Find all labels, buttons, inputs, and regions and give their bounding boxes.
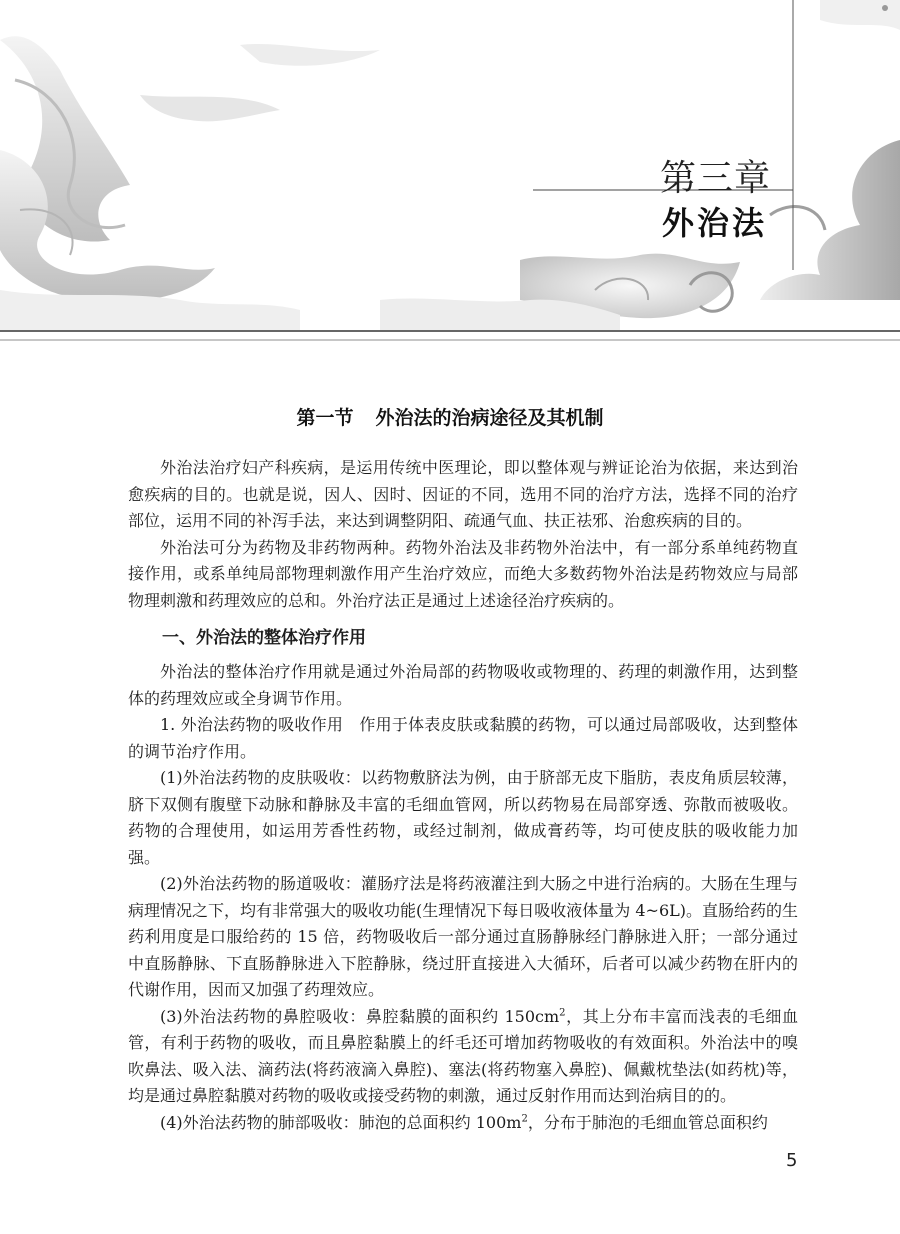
subheading: 一、外治法的整体治疗作用 [162,628,366,648]
text-run: ，其上分布丰富而浅表的毛细血管，有利于药物的吸收，而且鼻腔黏膜上的纤毛还可增加药物吸收的有效面积。外治法中的嗅吹鼻法、吸入法、滴药法(将药液滴入鼻腔)、塞法(将药物塞入鼻腔)、佩戴枕垫法(如药枕)等，均是通过鼻腔黏膜对药物的吸收或接受药物的刺激，通过反射作用而达到治病目的的。 [128,1006,798,1105]
paragraph [128,1004,798,1110]
paragraph: (2)外治法药物的肠道吸收：灌肠疗法是将药液灌注到大肠之中进行治病的。大肠在生理与病理情况之下，均有非常强大的吸收功能(生理情况下每日吸收液体量为 4~6L)。直肠给药的生药利用度是口服给药的 15 倍，药物吸收后一部分通过直肠静脉经门静脉进入肝；一部分通过中直肠静脉、下直肠静脉进入下腔静脉，绕过肝直接进入大循环，后者可以减少药物在肝内的代谢作用，因而又加强了药理效应。 [128,874,798,999]
text-run: ，分布于肺泡的毛细血管总面积约 [527,1112,768,1132]
paragraph: 外治法治疗妇产科疾病，是运用传统中医理论，即以整体观与辨证论治为依据，来达到治愈疾病的目的。也就是说，因人、因时、因证的不同，选用不同的治疗方法，选择不同的治疗部位，运用不同的补泻手法，来达到调整阴阳、疏通气血、扶正祛邪、治愈疾病的目的。 [128,458,798,530]
paragraph: (1)外治法药物的皮肤吸收：以药物敷脐法为例，由于脐部无皮下脂肪，表皮角质层较薄，脐下双侧有腹壁下动脉和静脉及丰富的毛细血管网，所以药物易在局部穿透、弥散而被吸收。药物的合理使用，如运用芳香性药物，或经过制剂，做成膏药等，均可使皮肤的吸收能力加强。 [128,768,798,867]
superscript: 2 [521,1113,528,1125]
paragraph: 外治法可分为药物及非药物两种。药物外治法及非药物外治法中，有一部分系单纯药物直接作用，或系单纯局部物理刺激作用产生治疗效应，而绝大多数药物外治法是药物效应与局部物理刺激和药理效应的总和。外治疗法正是通过上述途径治疗疾病的。 [128,537,798,610]
page-number: 5 [786,1150,798,1171]
text-run: (3)外治法药物的鼻腔吸收：鼻腔黏膜的面积约 150cm [160,1006,560,1026]
body-text [128,455,798,1136]
superscript: 2 [559,1007,566,1019]
chapter-number: 第三章 [660,158,772,199]
chapter-title: 外治法 [662,204,768,242]
section-title [0,403,900,430]
paragraph: 外治法的整体治疗作用就是通过外治局部的药物吸收或物理的、药理的刺激作用，达到整体的药理效应或全身调节作用。 [128,662,798,708]
paragraph [128,1110,798,1137]
section-name: 外治法的治病途径及其机制 [375,407,604,429]
section-prefix: 第一节 [296,407,354,429]
chapter-header [0,0,900,345]
text-run: (4)外治法药物的肺部吸收：肺泡的总面积约 100m [160,1112,522,1132]
paragraph: 1. 外治法药物的吸收作用 作用于体表皮肤或黏膜的药物，可以通过局部吸收，达到整体的调节治疗作用。 [128,715,798,761]
